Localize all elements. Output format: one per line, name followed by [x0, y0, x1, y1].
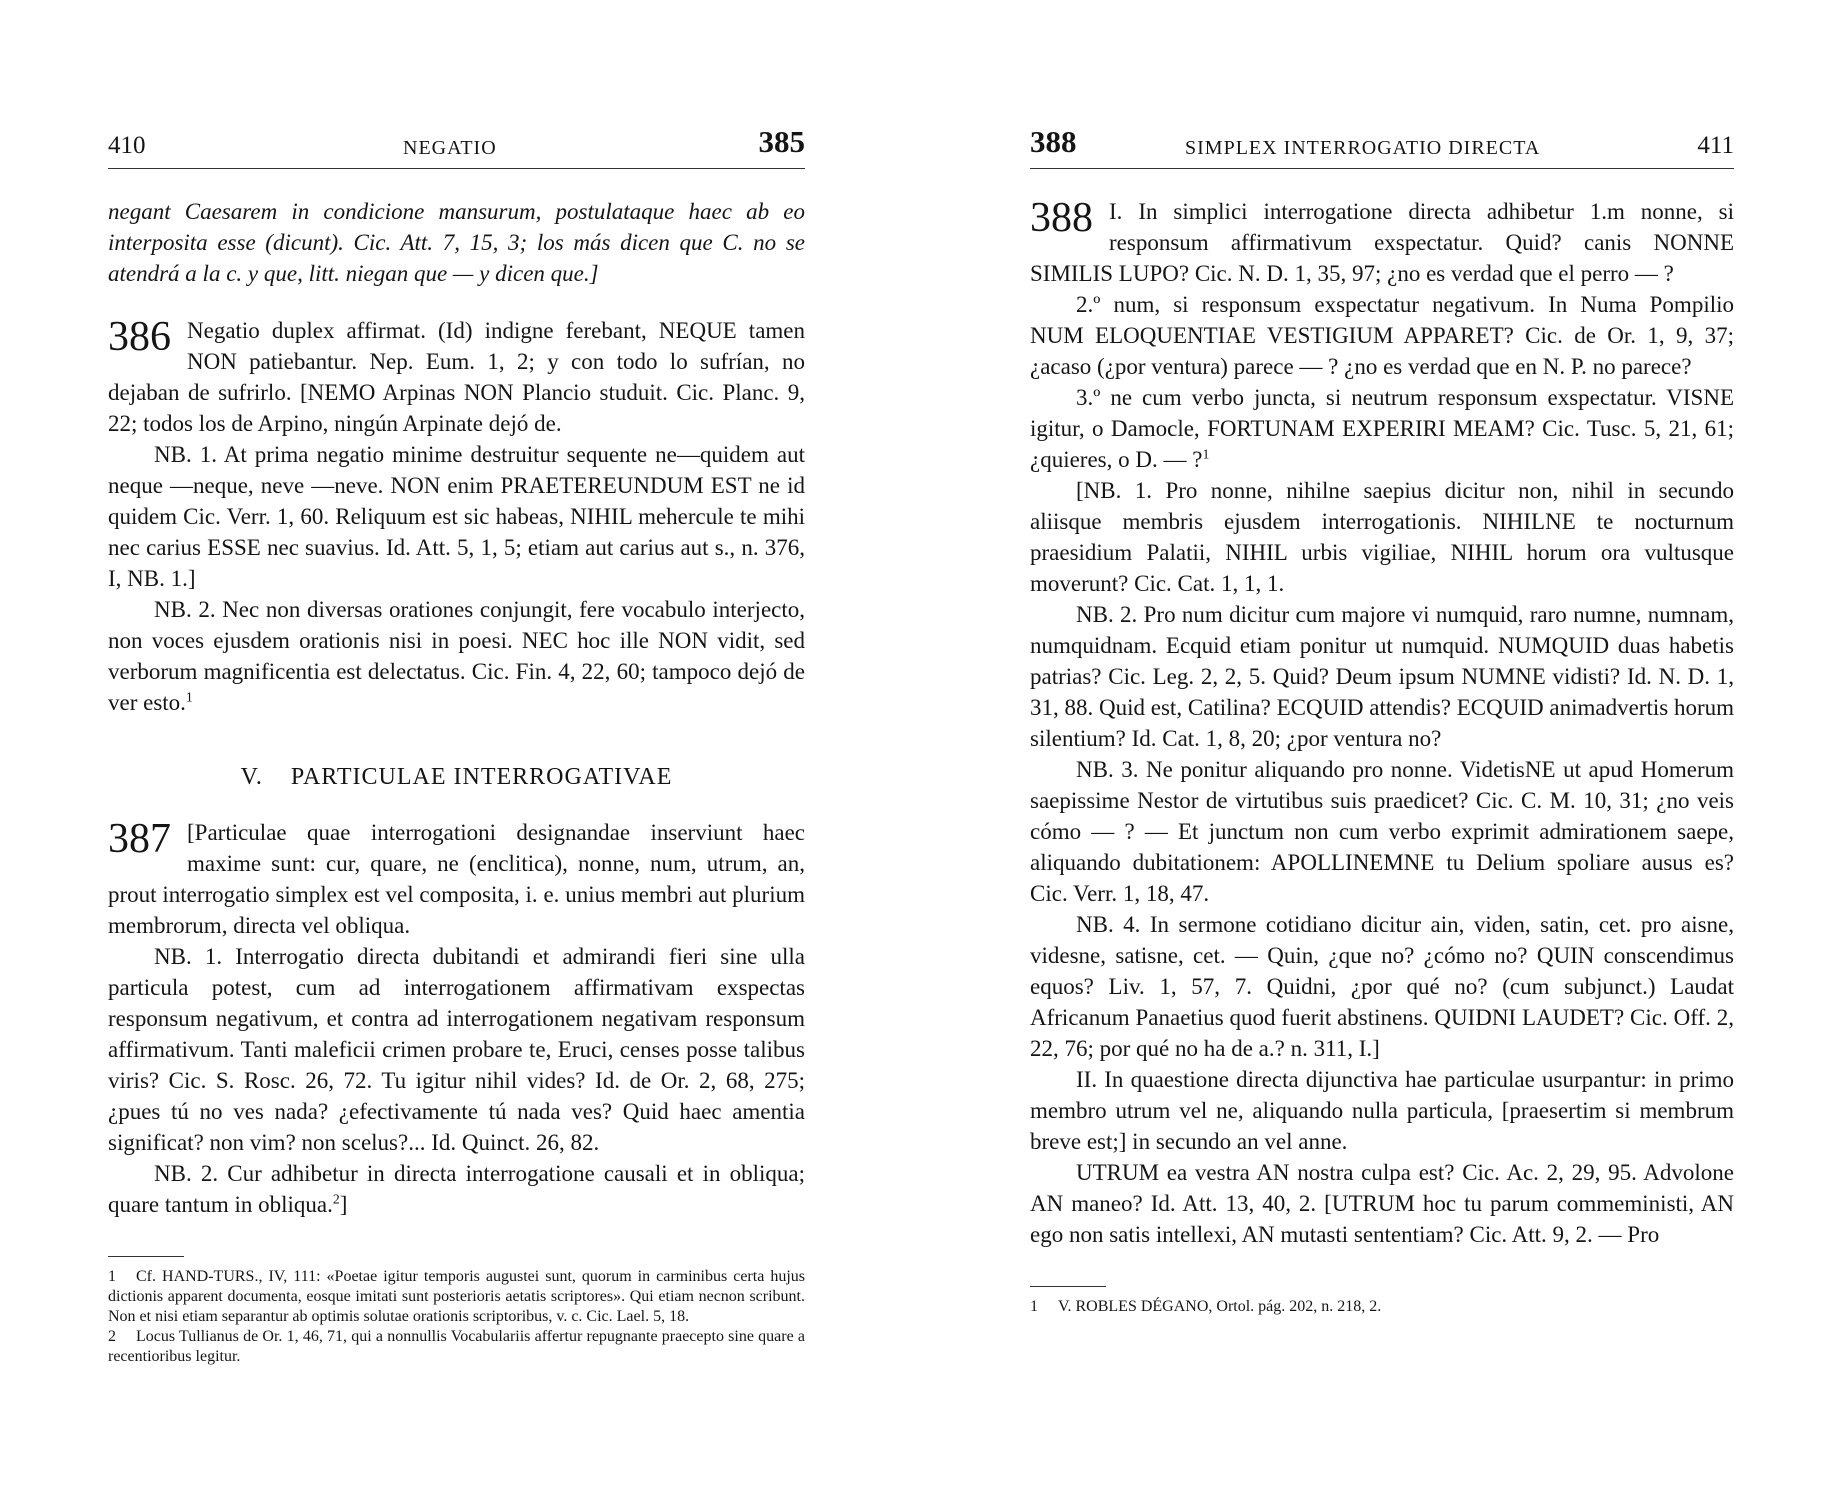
section-number: 388 — [1030, 124, 1077, 159]
section-387-text: [Particulae quae interrogationi designandae inserviunt haec maxime sunt: cur, quare, ne (enclitica), nonne, num, utrum, an, prout interrogatio simplex est vel composita, i. e. unius membri aut plurium membrorum, directa vel obliqua. — [108, 820, 805, 938]
note-nb2: NB. 2. Nec non diversas orationes conjungit, fere vocabulo interjecto, non voces ejusdem orationis nisi in poesi. NEC hoc ille NON vidit, sed verborum magnificentia est delectatus. Cic. Fin. 4, 22, 60; tampoco dejó de ver esto.$^1$ — [108, 597, 805, 715]
page-body — [108, 196, 805, 1367]
page-body — [1030, 196, 1734, 1317]
section-386 — [108, 315, 805, 439]
page-number: 410 — [108, 132, 146, 159]
section-387 — [108, 817, 805, 941]
footnote: 1 Cf. HAND-TURS., IV, 111: «Poetae igitur temporis augustei sunt, quorum in carminibus certa hujus dictionis apparent documenta, eosque imitati sunt posterioris aetatis scriptores». Qui etiam necnon scribunt. Non et nisi etiam separantur ab optimis solutae orationis scriptoribus, v. c. Cic. Lael. 5, 18. — [108, 1268, 805, 1325]
note-nb3: NB. 3. Ne ponitur aliquando pro nonne. VidetisNE ut apud Homerum saepissime Nestor de virtutibus suis praedicet? Cic. C. M. 10, 31; ¿no veis cómo — ? — Et junctum non cum verbo exprimit admirationem saepe, aliquando dubitationem: APOLLINEMNE tu Delium spoliare ausus es? Cic. Verr. 1, 18, 47. — [1030, 757, 1734, 906]
section-386-number: 386 — [108, 314, 171, 360]
note-nb2: NB. 2. Cur adhibetur in directa interrogatione causali et in obliqua; quare tantum in obliqua.$^2$] — [108, 1161, 805, 1217]
section-388-part-ii: II. In quaestione directa dijunctiva hae particulae usurpantur: in primo membro utrum vel ne, aliquando nulla particula, [praesertim si membrum breve est;] in secundo an vel anne. — [1030, 1067, 1734, 1154]
section-heading — [108, 764, 805, 791]
running-header — [108, 124, 805, 169]
section-388-part-i: I. In simplici interrogatione directa adhibetur 1.m nonne, si responsum affirmativum exspectatur. Quid? canis NONNE SIMILIS LUPO? Cic. N. D. 1, 35, 97; ¿no es verdad que el perro — ? — [1030, 199, 1734, 286]
footnote-rule — [1030, 1286, 1106, 1287]
running-header — [1030, 124, 1734, 169]
footnote-ref-1: 1 — [185, 689, 193, 705]
section-386-text: Negatio duplex affirmat. (Id) indigne ferebant, NEQUE tamen NON patiebantur. Nep. Eum. 1, 2; y con todo lo sufrían, no dejaban de sufrirlo. [NEMO Arpinas NON Plancio studuit. Cic. Planc. 9, 22; todos los de Arpino, ningún Arpinate dejó de. — [108, 318, 805, 436]
heading-numeral: V. — [240, 764, 263, 790]
footnote-ref-1: 1 — [1202, 446, 1210, 462]
section-388-number: 388 — [1030, 195, 1093, 241]
continuation-paragraph: negant Caesarem in condicione mansurum, postulataque haec ab eo interposita esse (dicunt). Cic. Att. 7, 15, 3; los más dicen que C. no se atendrá a la c. y que, litt. niegan que — y dicen que.] — [108, 199, 805, 286]
heading-text: PARTICULAE INTERROGATIVAE — [290, 764, 673, 790]
note-nb4: NB. 4. In sermone cotidiano dicitur ain, viden, satin, cet. pro aisne, videsne, satisne, cet. — Quin, ¿que no? ¿cómo no? QUIN conscendimus equos? Liv. 1, 57, 7. Quidni, ¿por qué no? (cum subjunct.) Laudat Africanum Panaetius quod fuerit abstinens. QUIDNI LAUDET? Cic. Off. 2, 22, 76; por qué no ha de a.? n. 311, I.] — [1030, 912, 1734, 1061]
footnote: 2 Locus Tullianus de Or. 1, 46, 71, qui a nonnullis Vocabulariis affertur repugnante praecepto sine quare a recentioribus legitur. — [108, 1328, 805, 1365]
page-number: 411 — [1697, 132, 1734, 159]
examples-paragraph: UTRUM ea vestra AN nostra culpa est? Cic. Ac. 2, 29, 95. Advolone AN maneo? Id. Att. 13, 40, 2. [UTRUM hoc tu parum commeministi, AN ego non satis intellexi, AN mutasti sententiam? Cic. Att. 9, 2. — Pro — [1030, 1160, 1734, 1247]
running-title: SIMPLEX INTERROGATIO DIRECTA — [1185, 137, 1541, 159]
footnote-ref-2: 2 — [332, 1191, 340, 1207]
note-nb2: NB. 2. Pro num dicitur cum majore vi numquid, raro numne, numnam, numquidnam. Ecquid etiam ponitur ut numquid. NUMQUID duas habetis patrias? Cic. Leg. 2, 2, 5. Quid? Deum ipsum NUMNE vidisti? Id. N. D. 1, 31, 88. Quid est, Catilina? ECQUID attendis? ECQUID animadvertis horum silentium? Id. Cat. 1, 8, 20; ¿por ventura no? — [1030, 602, 1734, 751]
section-388-part-3: 3.º ne cum verbo juncta, si neutrum responsum exspectatur. VISNE igitur, o Damocle, FORTUNAM EXPERIRI MEAM? Cic. Tusc. 5, 21, 61; ¿quieres, o D. — ?$^1$ — [1030, 385, 1734, 472]
footnotes — [1030, 1297, 1734, 1317]
footnotes — [108, 1267, 805, 1367]
footnote: 1 V. ROBLES DÉGANO, Ortol. pág. 202, n. 218, 2. — [1030, 1298, 1382, 1315]
note-nb1: NB. 1. At prima negatio minime destruitur sequente ne—quidem aut neque —neque, neve —neve. NON enim PRAETEREUNDUM EST ne id quidem Cic. Verr. 1, 60. Reliquum est sic habeas, NIHIL mehercule te mihi nec carius ESSE nec suavius. Id. Att. 5, 1, 5; etiam aut carius aut s., n. 376, I, NB. 1.] — [108, 442, 805, 591]
note-nb1: NB. 1. Interrogatio directa dubitandi et admirandi fieri sine ulla particula potest, cum ad interrogationem affirmativam exspectas responsum negativum, et contra ad interrogationem negativam responsum affirmativum. Tanti maleficii crimen probare te, Eruci, censes posse talibus viris? Cic. S. Rosc. 26, 72. Tu igitur nihil vides? Id. de Or. 2, 68, 275; ¿pues tú no ves nada? ¿efectivamente tú nada ves? Quid haec amentia significat? non vim? non scelus?... Id. Quinct. 26, 82. — [108, 944, 805, 1155]
footnote-rule — [108, 1256, 184, 1257]
note-nb1: [NB. 1. Pro nonne, nihilne saepius dicitur non, nihil in secundo aliisque membris ejusdem interrogationis. NIHILNE te nocturnum praesidium Palatii, NIHIL urbis vigiliae, NIHIL horum ora vultusque moverunt? Cic. Cat. 1, 1, 1. — [1030, 478, 1734, 596]
section-number: 385 — [758, 124, 805, 159]
section-387-number: 387 — [108, 816, 171, 862]
section-388-part-2: 2.º num, si responsum exspectatur negativum. In Numa Pompilio NUM ELOQUENTIAE VESTIGIUM APPARET? Cic. de Or. 1, 9, 37; ¿acaso (¿por ventura) parece — ? ¿no es verdad que en N. P. no parece? — [1030, 292, 1734, 379]
running-title: NEGATIO — [403, 137, 497, 159]
section-388 — [1030, 196, 1734, 289]
